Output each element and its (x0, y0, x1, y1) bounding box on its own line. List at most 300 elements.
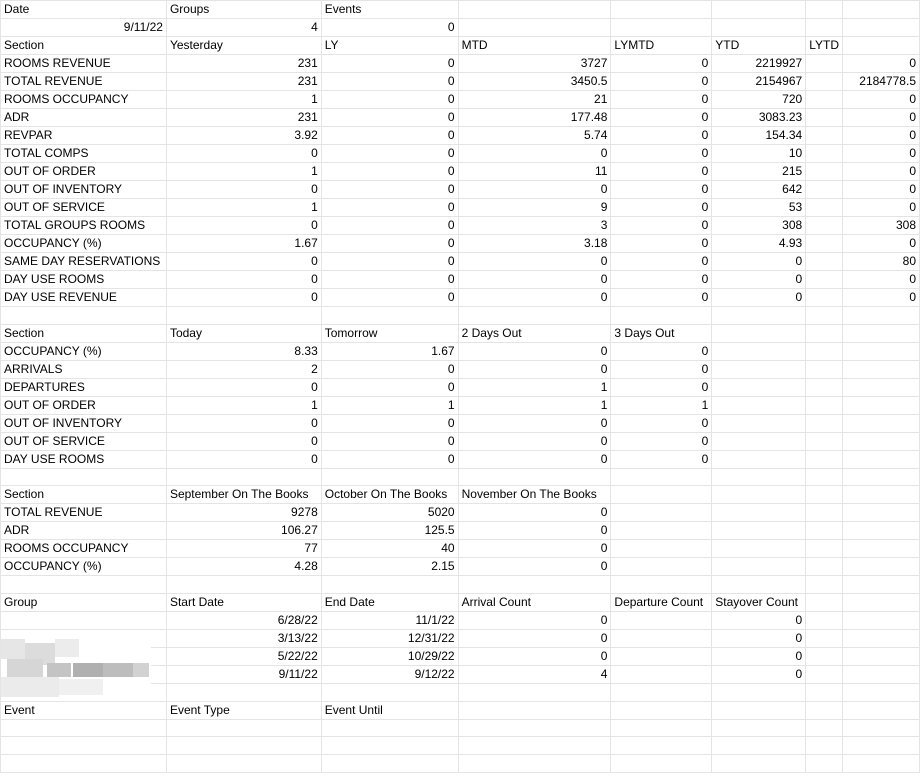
sheet-cell[interactable]: OUT OF ORDER (1, 163, 167, 181)
sheet-cell[interactable]: 4.28 (166, 558, 321, 576)
sheet-cell[interactable]: 0 (458, 558, 611, 576)
sheet-cell[interactable] (611, 612, 712, 630)
sheet-cell[interactable]: 21 (458, 91, 611, 109)
sheet-cell[interactable] (712, 450, 806, 468)
sheet-cell[interactable]: 0 (458, 181, 611, 199)
sheet-cell[interactable] (843, 414, 920, 432)
sheet-cell[interactable]: 4 (166, 19, 321, 37)
sheet-cell[interactable]: 0 (611, 378, 712, 396)
sheet-cell[interactable] (166, 468, 321, 486)
sheet-cell[interactable]: 0 (458, 504, 611, 522)
sheet-cell[interactable] (458, 468, 611, 486)
sheet-cell[interactable] (843, 648, 920, 666)
sheet-cell[interactable] (321, 755, 458, 773)
sheet-cell[interactable] (843, 486, 920, 504)
sheet-cell[interactable]: 0 (611, 199, 712, 217)
sheet-cell[interactable]: Tomorrow (321, 324, 458, 342)
sheet-cell[interactable]: 3/13/22 (166, 630, 321, 648)
sheet-cell[interactable]: 3450.5 (458, 73, 611, 91)
sheet-cell[interactable]: 0 (611, 109, 712, 127)
sheet-cell[interactable]: DEPARTURES (1, 378, 167, 396)
sheet-cell[interactable]: 8.33 (166, 342, 321, 360)
sheet-cell[interactable] (843, 576, 920, 594)
sheet-cell[interactable] (712, 360, 806, 378)
sheet-cell[interactable]: 1 (166, 396, 321, 414)
sheet-cell[interactable]: TOTAL COMPS (1, 145, 167, 163)
sheet-cell[interactable]: 0 (458, 145, 611, 163)
sheet-cell[interactable]: Yesterday (166, 37, 321, 55)
sheet-cell[interactable] (1, 307, 167, 325)
sheet-cell[interactable] (712, 701, 806, 719)
sheet-cell[interactable]: 0 (321, 163, 458, 181)
sheet-cell[interactable] (843, 630, 920, 648)
sheet-cell[interactable] (611, 666, 712, 684)
sheet-cell[interactable] (843, 307, 920, 325)
sheet-cell[interactable]: 4 (458, 666, 611, 684)
sheet-cell[interactable]: 0 (458, 432, 611, 450)
sheet-cell[interactable]: OUT OF SERVICE (1, 432, 167, 450)
sheet-cell[interactable]: DAY USE REVENUE (1, 289, 167, 307)
sheet-cell[interactable]: 0 (321, 199, 458, 217)
sheet-cell[interactable] (712, 737, 806, 755)
sheet-cell[interactable] (843, 755, 920, 773)
sheet-cell[interactable]: 0 (321, 289, 458, 307)
sheet-cell[interactable] (806, 145, 843, 163)
sheet-cell[interactable]: 0 (611, 289, 712, 307)
sheet-cell[interactable]: LYMTD (611, 37, 712, 55)
sheet-cell[interactable] (843, 504, 920, 522)
sheet-cell[interactable] (611, 701, 712, 719)
sheet-cell[interactable]: 308 (712, 217, 806, 235)
sheet-cell[interactable]: 1 (321, 396, 458, 414)
sheet-cell[interactable] (166, 737, 321, 755)
sheet-cell[interactable]: 0 (712, 271, 806, 289)
sheet-cell[interactable] (166, 684, 321, 702)
sheet-cell[interactable] (611, 522, 712, 540)
sheet-cell[interactable] (806, 630, 843, 648)
sheet-cell[interactable] (806, 666, 843, 684)
sheet-cell[interactable] (1, 719, 167, 737)
sheet-cell[interactable]: DAY USE ROOMS (1, 450, 167, 468)
sheet-cell[interactable]: Event Type (166, 701, 321, 719)
sheet-cell[interactable] (843, 19, 920, 37)
sheet-cell[interactable]: November On The Books (458, 486, 611, 504)
sheet-cell[interactable]: OCCUPANCY (%) (1, 342, 167, 360)
sheet-cell[interactable] (712, 540, 806, 558)
sheet-cell[interactable]: 1 (166, 163, 321, 181)
sheet-cell[interactable]: 0 (843, 181, 920, 199)
sheet-cell[interactable]: 0 (458, 648, 611, 666)
sheet-cell[interactable] (806, 684, 843, 702)
sheet-cell[interactable] (806, 486, 843, 504)
sheet-cell[interactable] (1, 737, 167, 755)
sheet-cell[interactable]: 0 (712, 630, 806, 648)
sheet-cell[interactable]: 0 (458, 612, 611, 630)
sheet-cell[interactable] (166, 755, 321, 773)
sheet-cell[interactable]: 11/1/22 (321, 612, 458, 630)
sheet-cell[interactable]: 6/28/22 (166, 612, 321, 630)
sheet-cell[interactable]: 1.67 (166, 235, 321, 253)
sheet-cell[interactable] (843, 684, 920, 702)
sheet-cell[interactable]: 0 (843, 91, 920, 109)
sheet-cell[interactable]: 53 (712, 199, 806, 217)
sheet-cell[interactable]: 0 (166, 432, 321, 450)
sheet-cell[interactable]: 2154967 (712, 73, 806, 91)
sheet-cell[interactable]: 0 (611, 235, 712, 253)
sheet-cell[interactable]: 0 (611, 253, 712, 271)
sheet-cell[interactable] (806, 19, 843, 37)
sheet-cell[interactable] (806, 199, 843, 217)
sheet-cell[interactable]: 0 (611, 414, 712, 432)
sheet-cell[interactable] (166, 719, 321, 737)
sheet-cell[interactable] (611, 504, 712, 522)
sheet-cell[interactable]: TOTAL REVENUE (1, 504, 167, 522)
sheet-cell[interactable] (843, 468, 920, 486)
sheet-cell[interactable] (458, 684, 611, 702)
sheet-cell[interactable]: 0 (166, 253, 321, 271)
sheet-cell[interactable]: 177.48 (458, 109, 611, 127)
sheet-cell[interactable]: 0 (321, 253, 458, 271)
sheet-cell[interactable] (806, 612, 843, 630)
sheet-cell[interactable]: 0 (611, 432, 712, 450)
sheet-cell[interactable] (458, 1, 611, 19)
sheet-cell[interactable]: 642 (712, 181, 806, 199)
sheet-cell[interactable]: 231 (166, 55, 321, 73)
sheet-cell[interactable] (806, 163, 843, 181)
sheet-cell[interactable] (806, 342, 843, 360)
sheet-cell[interactable] (712, 378, 806, 396)
sheet-cell[interactable] (611, 648, 712, 666)
sheet-cell[interactable]: 0 (458, 450, 611, 468)
sheet-cell[interactable] (712, 558, 806, 576)
sheet-cell[interactable]: 0 (321, 91, 458, 109)
sheet-cell[interactable]: 9/11/22 (166, 666, 321, 684)
sheet-cell[interactable]: 0 (712, 289, 806, 307)
sheet-cell[interactable] (712, 19, 806, 37)
sheet-cell[interactable] (611, 468, 712, 486)
sheet-cell[interactable] (806, 450, 843, 468)
sheet-cell[interactable]: ADR (1, 522, 167, 540)
sheet-cell[interactable]: OUT OF INVENTORY (1, 181, 167, 199)
sheet-cell[interactable] (712, 719, 806, 737)
sheet-cell[interactable]: ROOMS OCCUPANCY (1, 91, 167, 109)
sheet-cell[interactable] (1, 755, 167, 773)
sheet-cell[interactable]: 0 (458, 289, 611, 307)
sheet-cell[interactable]: Section (1, 37, 167, 55)
sheet-cell[interactable] (806, 1, 843, 19)
sheet-cell[interactable]: 77 (166, 540, 321, 558)
sheet-cell[interactable] (806, 755, 843, 773)
sheet-cell[interactable]: ROOMS REVENUE (1, 55, 167, 73)
sheet-cell[interactable] (843, 324, 920, 342)
sheet-cell[interactable] (611, 755, 712, 773)
sheet-cell[interactable] (843, 1, 920, 19)
sheet-cell[interactable]: 9/12/22 (321, 666, 458, 684)
sheet-cell[interactable]: LY (321, 37, 458, 55)
sheet-cell[interactable]: ROOMS OCCUPANCY (1, 540, 167, 558)
sheet-cell[interactable] (712, 324, 806, 342)
sheet-cell[interactable] (1, 576, 167, 594)
sheet-cell[interactable] (806, 181, 843, 199)
sheet-cell[interactable] (321, 468, 458, 486)
sheet-cell[interactable]: 0 (321, 450, 458, 468)
sheet-cell[interactable]: 9 (458, 199, 611, 217)
sheet-cell[interactable] (806, 217, 843, 235)
sheet-cell[interactable]: 215 (712, 163, 806, 181)
sheet-cell[interactable] (611, 576, 712, 594)
sheet-cell[interactable] (806, 504, 843, 522)
sheet-cell[interactable] (843, 558, 920, 576)
sheet-cell[interactable]: 0 (611, 217, 712, 235)
sheet-cell[interactable]: 0 (166, 289, 321, 307)
sheet-cell[interactable] (611, 486, 712, 504)
sheet-cell[interactable]: 0 (712, 612, 806, 630)
sheet-cell[interactable]: 0 (611, 342, 712, 360)
sheet-cell[interactable]: 720 (712, 91, 806, 109)
sheet-cell[interactable]: 0 (321, 271, 458, 289)
sheet-cell[interactable] (843, 737, 920, 755)
sheet-cell[interactable]: Date (1, 1, 167, 19)
sheet-cell[interactable]: 0 (321, 109, 458, 127)
sheet-cell[interactable] (806, 73, 843, 91)
sheet-cell[interactable] (843, 342, 920, 360)
sheet-cell[interactable] (806, 594, 843, 612)
sheet-cell[interactable]: TOTAL REVENUE (1, 73, 167, 91)
sheet-cell[interactable] (611, 1, 712, 19)
sheet-cell[interactable] (321, 719, 458, 737)
sheet-cell[interactable] (458, 307, 611, 325)
sheet-cell[interactable] (806, 576, 843, 594)
sheet-cell[interactable] (843, 666, 920, 684)
sheet-cell[interactable] (843, 432, 920, 450)
sheet-cell[interactable] (611, 737, 712, 755)
sheet-cell[interactable]: Start Date (166, 594, 321, 612)
sheet-cell[interactable] (806, 253, 843, 271)
sheet-cell[interactable] (712, 755, 806, 773)
sheet-cell[interactable]: 4.93 (712, 235, 806, 253)
sheet-cell[interactable] (712, 468, 806, 486)
sheet-cell[interactable] (611, 558, 712, 576)
sheet-cell[interactable]: Events (321, 1, 458, 19)
sheet-cell[interactable]: 0 (611, 73, 712, 91)
sheet-cell[interactable] (806, 414, 843, 432)
sheet-cell[interactable] (806, 360, 843, 378)
sheet-cell[interactable]: 0 (458, 522, 611, 540)
sheet-cell[interactable] (843, 360, 920, 378)
sheet-cell[interactable]: 9278 (166, 504, 321, 522)
sheet-cell[interactable]: 231 (166, 109, 321, 127)
sheet-cell[interactable] (843, 612, 920, 630)
sheet-cell[interactable]: 0 (321, 19, 458, 37)
sheet-cell[interactable]: Event (1, 701, 167, 719)
sheet-cell[interactable]: 0 (843, 163, 920, 181)
sheet-cell[interactable]: 1 (166, 199, 321, 217)
sheet-cell[interactable]: 10 (712, 145, 806, 163)
sheet-cell[interactable]: 0 (321, 127, 458, 145)
sheet-cell[interactable] (843, 540, 920, 558)
sheet-cell[interactable]: 1 (458, 396, 611, 414)
sheet-cell[interactable]: 2184778.5 (843, 73, 920, 91)
sheet-cell[interactable] (611, 719, 712, 737)
sheet-cell[interactable]: 1 (611, 396, 712, 414)
sheet-cell[interactable]: 0 (321, 235, 458, 253)
sheet-cell[interactable] (806, 91, 843, 109)
sheet-cell[interactable] (806, 127, 843, 145)
sheet-cell[interactable]: Section (1, 324, 167, 342)
sheet-cell[interactable]: 0 (321, 360, 458, 378)
sheet-cell[interactable]: ARRIVALS (1, 360, 167, 378)
sheet-cell[interactable] (321, 684, 458, 702)
sheet-cell[interactable] (806, 378, 843, 396)
sheet-cell[interactable]: Groups (166, 1, 321, 19)
sheet-cell[interactable]: 3.92 (166, 127, 321, 145)
sheet-cell[interactable]: MTD (458, 37, 611, 55)
sheet-cell[interactable] (611, 684, 712, 702)
sheet-cell[interactable]: YTD (712, 37, 806, 55)
sheet-cell[interactable] (806, 289, 843, 307)
sheet-cell[interactable]: 0 (843, 127, 920, 145)
sheet-cell[interactable]: 2 Days Out (458, 324, 611, 342)
sheet-cell[interactable]: 308 (843, 217, 920, 235)
sheet-cell[interactable] (712, 414, 806, 432)
sheet-cell[interactable]: 0 (166, 181, 321, 199)
sheet-cell[interactable] (712, 486, 806, 504)
sheet-cell[interactable]: 12/31/22 (321, 630, 458, 648)
sheet-cell[interactable]: OUT OF SERVICE (1, 199, 167, 217)
sheet-cell[interactable]: OUT OF ORDER (1, 396, 167, 414)
sheet-cell[interactable]: 154.34 (712, 127, 806, 145)
sheet-cell[interactable]: 0 (611, 450, 712, 468)
sheet-cell[interactable]: 9/11/22 (1, 19, 167, 37)
sheet-cell[interactable] (843, 522, 920, 540)
sheet-cell[interactable] (1, 468, 167, 486)
sheet-cell[interactable]: 0 (843, 235, 920, 253)
sheet-cell[interactable]: 10/29/22 (321, 648, 458, 666)
sheet-cell[interactable] (1, 612, 167, 630)
sheet-cell[interactable]: 0 (611, 271, 712, 289)
sheet-cell[interactable] (611, 307, 712, 325)
sheet-cell[interactable]: 5020 (321, 504, 458, 522)
sheet-cell[interactable] (843, 37, 920, 55)
sheet-cell[interactable]: Section (1, 486, 167, 504)
sheet-cell[interactable]: 3727 (458, 55, 611, 73)
sheet-cell[interactable]: 0 (611, 145, 712, 163)
sheet-cell[interactable] (458, 737, 611, 755)
sheet-cell[interactable]: September On The Books (166, 486, 321, 504)
sheet-cell[interactable]: 0 (843, 289, 920, 307)
sheet-cell[interactable] (843, 594, 920, 612)
sheet-cell[interactable] (712, 504, 806, 522)
sheet-cell[interactable]: 0 (843, 271, 920, 289)
sheet-cell[interactable] (806, 719, 843, 737)
sheet-cell[interactable]: 11 (458, 163, 611, 181)
sheet-cell[interactable]: End Date (321, 594, 458, 612)
sheet-cell[interactable]: LYTD (806, 37, 843, 55)
sheet-cell[interactable]: 5.74 (458, 127, 611, 145)
sheet-cell[interactable]: DAY USE ROOMS (1, 271, 167, 289)
sheet-cell[interactable] (458, 701, 611, 719)
sheet-cell[interactable] (806, 432, 843, 450)
sheet-cell[interactable]: 125.5 (321, 522, 458, 540)
sheet-cell[interactable] (712, 522, 806, 540)
sheet-cell[interactable] (806, 648, 843, 666)
sheet-cell[interactable]: 0 (611, 163, 712, 181)
sheet-cell[interactable]: 1 (166, 91, 321, 109)
sheet-cell[interactable]: 0 (458, 253, 611, 271)
sheet-cell[interactable] (806, 468, 843, 486)
sheet-cell[interactable]: OCCUPANCY (%) (1, 558, 167, 576)
sheet-cell[interactable] (166, 576, 321, 594)
sheet-cell[interactable]: 0 (166, 378, 321, 396)
sheet-cell[interactable] (806, 307, 843, 325)
sheet-cell[interactable]: 0 (166, 271, 321, 289)
sheet-cell[interactable]: 5/22/22 (166, 648, 321, 666)
sheet-cell[interactable]: 1.67 (321, 342, 458, 360)
sheet-cell[interactable]: SAME DAY RESERVATIONS (1, 253, 167, 271)
sheet-cell[interactable]: 0 (321, 181, 458, 199)
sheet-cell[interactable]: 3083.23 (712, 109, 806, 127)
sheet-cell[interactable]: 0 (843, 109, 920, 127)
sheet-cell[interactable] (806, 522, 843, 540)
sheet-cell[interactable]: 3 Days Out (611, 324, 712, 342)
sheet-cell[interactable] (806, 109, 843, 127)
sheet-cell[interactable]: 0 (166, 450, 321, 468)
sheet-cell[interactable] (611, 540, 712, 558)
sheet-cell[interactable] (458, 755, 611, 773)
sheet-cell[interactable]: 231 (166, 73, 321, 91)
sheet-cell[interactable] (712, 576, 806, 594)
sheet-cell[interactable] (166, 307, 321, 325)
sheet-cell[interactable]: Today (166, 324, 321, 342)
sheet-cell[interactable]: TOTAL GROUPS ROOMS (1, 217, 167, 235)
sheet-cell[interactable]: 0 (611, 55, 712, 73)
sheet-cell[interactable] (843, 719, 920, 737)
sheet-cell[interactable]: 0 (321, 145, 458, 163)
sheet-cell[interactable]: 0 (611, 91, 712, 109)
sheet-cell[interactable]: Stayover Count (712, 594, 806, 612)
sheet-cell[interactable] (806, 55, 843, 73)
sheet-cell[interactable] (843, 396, 920, 414)
sheet-cell[interactable]: 2 (166, 360, 321, 378)
sheet-cell[interactable] (712, 432, 806, 450)
sheet-cell[interactable] (806, 235, 843, 253)
sheet-cell[interactable] (843, 378, 920, 396)
sheet-cell[interactable]: 0 (458, 342, 611, 360)
sheet-cell[interactable] (712, 307, 806, 325)
sheet-cell[interactable]: OUT OF INVENTORY (1, 414, 167, 432)
sheet-cell[interactable] (843, 701, 920, 719)
sheet-cell[interactable]: REVPAR (1, 127, 167, 145)
sheet-cell[interactable] (712, 342, 806, 360)
sheet-cell[interactable] (806, 324, 843, 342)
sheet-cell[interactable]: 1 (458, 378, 611, 396)
sheet-cell[interactable]: 0 (321, 217, 458, 235)
sheet-cell[interactable]: Arrival Count (458, 594, 611, 612)
sheet-cell[interactable]: OCCUPANCY (%) (1, 235, 167, 253)
sheet-cell[interactable]: 0 (712, 666, 806, 684)
sheet-cell[interactable] (611, 630, 712, 648)
sheet-cell[interactable]: 0 (321, 414, 458, 432)
sheet-cell[interactable]: 0 (611, 360, 712, 378)
sheet-cell[interactable] (806, 271, 843, 289)
sheet-cell[interactable]: 0 (843, 199, 920, 217)
sheet-cell[interactable]: 106.27 (166, 522, 321, 540)
sheet-cell[interactable] (806, 737, 843, 755)
sheet-cell[interactable]: ADR (1, 109, 167, 127)
sheet-cell[interactable]: Group (1, 594, 167, 612)
sheet-cell[interactable]: Departure Count (611, 594, 712, 612)
sheet-cell[interactable] (712, 396, 806, 414)
